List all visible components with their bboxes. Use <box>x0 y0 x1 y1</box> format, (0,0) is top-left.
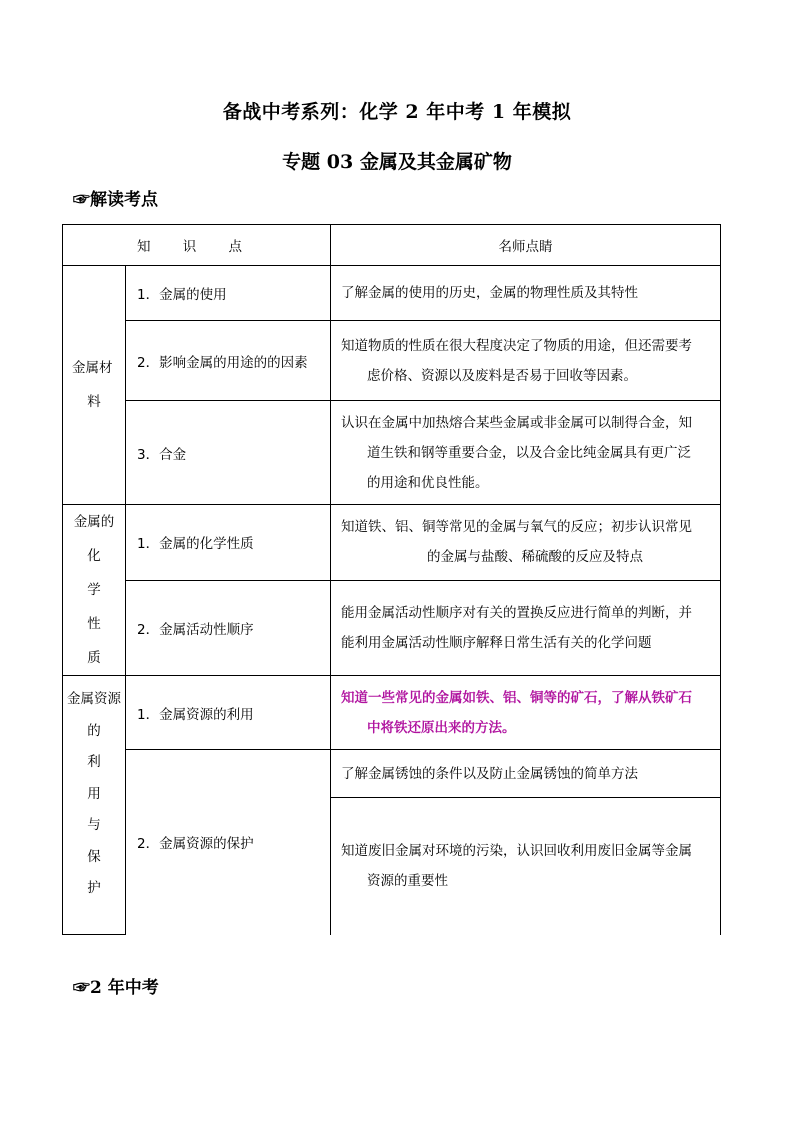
category-cell <box>63 266 126 505</box>
topic-title: 专题 03 金属及其金属矿物 <box>282 151 512 173</box>
category-label: 金属材 料 <box>72 360 113 410</box>
note-cell: 知道废旧金属对环境的污染，认识回收利用废旧金属等金属 资源的重要性 <box>331 798 721 935</box>
note-cell: 知道物质的性质在很大程度决定了物质的用途，但还需要考 虑价格、资源以及废料是否易于回收等因素。 <box>331 321 721 401</box>
note-cell: 知道铁、铝、铜等常见的金属与氧气的反应；初步认识常见 的金属与盐酸、稀硫酸的反应及特点 <box>331 505 721 581</box>
item-cell: 2．金属资源的保护 <box>126 750 331 935</box>
item-cell: 2．影响金属的用途的的因素 <box>126 321 331 401</box>
item-cell: 1．金属的化学性质 <box>126 505 331 581</box>
category-label: 金属资源 的 利 用 与 保 护 <box>67 691 121 896</box>
note-cell: 能用金属活动性顺序对有关的置换反应进行简单的判断，并 能利用金属活动性顺序解释日常生活有关的化学问题 <box>331 580 721 675</box>
table-row <box>63 266 721 321</box>
header-knowledge: 知 识 点 <box>63 225 331 266</box>
series-title: 备战中考系列：化学 2 年中考 1 年模拟 <box>222 101 572 123</box>
table-row <box>63 505 721 581</box>
table-row <box>63 401 721 505</box>
knowledge-table <box>62 224 721 935</box>
header-comment: 名师点睛 <box>331 225 721 266</box>
section-interpret-heading: ☞解读考点 <box>73 190 158 210</box>
note-cell: 了解金属锈蚀的条件以及防止金属锈蚀的简单方法 <box>331 750 721 798</box>
category-cell <box>63 505 126 676</box>
note-cell: 认识在金属中加热熔合某些金属或非金属可以制得合金，知 道生铁和钢等重要合金，以及合金比纯金属具有更广泛 的用途和优良性能。 <box>331 401 721 505</box>
table-header-row <box>63 225 721 266</box>
section-two-year-heading: ☞2 年中考 <box>73 978 159 998</box>
note-cell-highlight: 知道一些常见的金属如铁、铝、铜等的矿石，了解从铁矿石 中将铁还原出来的方法。 <box>331 676 721 750</box>
table-row <box>63 676 721 750</box>
category-cell <box>63 676 126 935</box>
note-cell: 了解金属的使用的历史，金属的物理性质及其特性 <box>331 266 721 321</box>
item-cell: 2．金属活动性顺序 <box>126 580 331 675</box>
category-label: 金属的 化 学 性 质 <box>73 514 115 666</box>
table-row <box>63 321 721 401</box>
item-cell: 1．金属的使用 <box>126 266 331 321</box>
table-row <box>63 750 721 798</box>
item-cell: 1．金属资源的利用 <box>126 676 331 750</box>
table-row <box>63 580 721 675</box>
item-cell: 3．合金 <box>126 401 331 505</box>
